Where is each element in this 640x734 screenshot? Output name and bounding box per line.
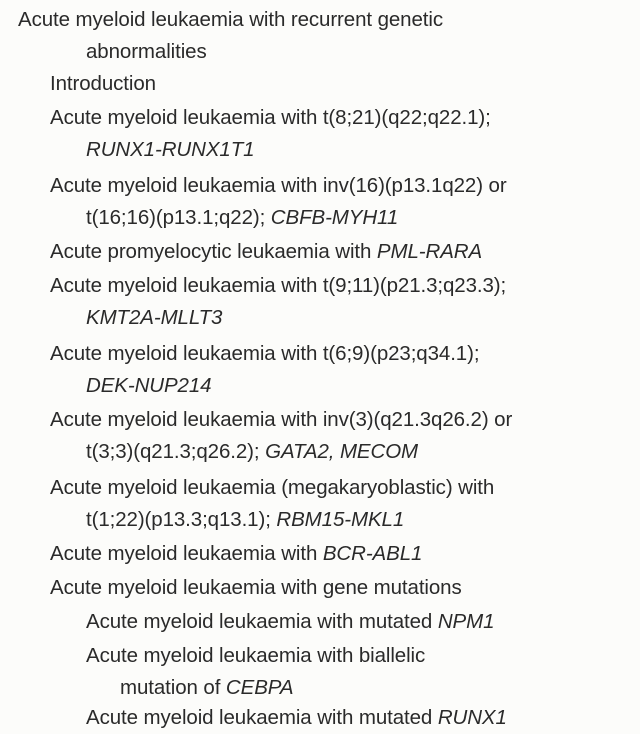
entry-megakaryoblastic: Acute myeloid leukaemia (megakaryoblastic) with bbox=[50, 476, 495, 499]
entry-apl-gene: PML-RARA bbox=[376, 240, 483, 263]
entry-runx1-gene: RUNX1 bbox=[437, 706, 507, 729]
entry-cebpa-text: mutation of bbox=[120, 676, 226, 699]
entry-npm1-gene: NPM1 bbox=[437, 610, 495, 633]
entry-t6-9: Acute myeloid leukaemia with t(6;9)(p23;q34.1); bbox=[50, 342, 480, 365]
entry-cebpa-continued bbox=[120, 672, 293, 704]
entry-t9-11-gene: KMT2A-MLLT3 bbox=[86, 306, 223, 329]
entry-runx1 bbox=[86, 702, 507, 734]
entry-t9-11: Acute myeloid leukaemia with t(9;11)(p21.3;q23.3); bbox=[50, 274, 507, 297]
entry-inv16-karyotype: t(16;16)(p13.1;q22); bbox=[86, 206, 271, 229]
entry-t8-21: Acute myeloid leukaemia with t(8;21)(q22;q22.1); bbox=[50, 106, 491, 129]
entry-inv16-continued bbox=[86, 202, 398, 234]
entry-apl bbox=[50, 236, 482, 268]
entry-bcr-abl1 bbox=[50, 538, 422, 570]
entry-megakaryoblastic-karyotype: t(1;22)(p13.3;q13.1); bbox=[86, 508, 277, 531]
entry-introduction: Introduction bbox=[50, 72, 156, 95]
entry-t8-21-gene: RUNX1-RUNX1T1 bbox=[86, 138, 255, 161]
entry-apl-text: Acute promyelocytic leukaemia with bbox=[50, 240, 377, 263]
entry-cebpa: Acute myeloid leukaemia with biallelic bbox=[86, 644, 426, 667]
entry-inv3-continued bbox=[86, 436, 418, 468]
entry-inv3: Acute myeloid leukaemia with inv(3)(q21.3q26.2) or bbox=[50, 408, 513, 431]
entry-npm1 bbox=[86, 606, 494, 638]
entry-inv16: Acute myeloid leukaemia with inv(16)(p13.1q22) or bbox=[50, 174, 507, 197]
entry-inv3-gene: GATA2, MECOM bbox=[265, 440, 419, 463]
entry-inv3-karyotype: t(3;3)(q21.3;q26.2); bbox=[86, 440, 266, 463]
section-heading-continued: abnormalities bbox=[86, 40, 207, 63]
entry-cebpa-gene: CEBPA bbox=[225, 676, 294, 699]
entry-inv16-gene: CBFB-MYH11 bbox=[270, 206, 399, 229]
entry-megakaryoblastic-continued bbox=[86, 504, 404, 536]
section-heading: Acute myeloid leukaemia with recurrent genetic bbox=[18, 8, 443, 31]
entry-megakaryoblastic-gene: RBM15-MKL1 bbox=[276, 508, 405, 531]
entry-gene-mutations: Acute myeloid leukaemia with gene mutations bbox=[50, 576, 462, 599]
entry-t6-9-gene: DEK-NUP214 bbox=[86, 374, 212, 397]
entry-runx1-text: Acute myeloid leukaemia with mutated bbox=[86, 706, 438, 729]
entry-bcr-abl1-gene: BCR-ABL1 bbox=[322, 542, 423, 565]
entry-npm1-text: Acute myeloid leukaemia with mutated bbox=[86, 610, 438, 633]
entry-bcr-abl1-text: Acute myeloid leukaemia with bbox=[50, 542, 323, 565]
